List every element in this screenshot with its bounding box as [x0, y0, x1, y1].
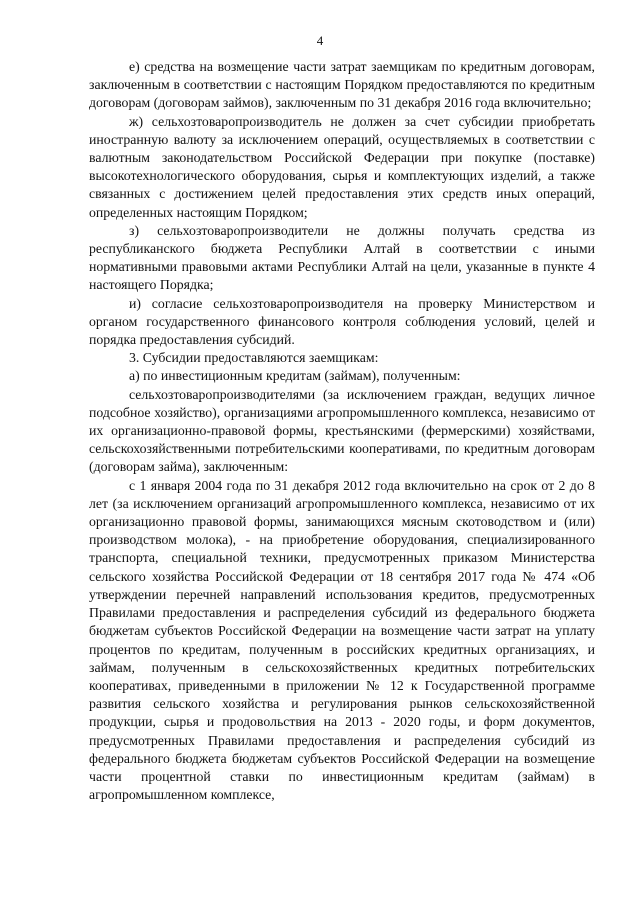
- paragraph-a: а) по инвестиционным кредитам (займам), полученным:: [129, 368, 461, 384]
- page-number: 4: [316, 33, 324, 48]
- paragraph-z: з) сельхозтоваропроизводители не должны получать средства из республиканского бюджета Республики Алтай в соответствии с иными нормативными правовыми актами Республики Алтай на цели, указанные в пункте 4 настоящего Порядка;: [89, 222, 595, 293]
- paragraph-period: с 1 января 2004 года по 31 декабря 2012 года включительно на срок от 2 до 8 лет (за исключением организаций агропромышленного комплекса, независимо от их организационно правовой формы, занимающихся мясным скотоводством и (или) производством молока), - на приобретение оборудования, специализированного транспорта, специальной техники, предусмотренных приказом Министерства сельского хозяйства Российской Федерации от 18 сентября 2017 года № 474 «Об утверждении перечней направлений использования кредитов, предусмотренных Правилами предоставления и распределения субсидий из федерального бюджета бюджетам субъектов Российской Федерации на возмещение части затрат на уплату процентов по кредитам, полученным в российских кредитных организациях, и займам, полученным в сельскохозяйственных кредитных потребительских кооперативах, приведенными в приложении № 12 к Государственной программе развития сельского хозяйства и регулирования рынков сельскохозяйственной продукции, сырья и продовольствия на 2013 - 2020 годы, и форм документов, предусмотренных Правилами предоставления и распределения субсидий из федерального бюджета бюджетам субъектов Российской Федерации на возмещение части процентной ставки по инвестиционным кредитам (займам) в агропромышленном комплексе,: [89, 477, 595, 803]
- paragraph-zh: ж) сельхозтоваропроизводитель не должен за счет субсидии приобретать иностранную валюту за исключением операций, осуществляемых в соответствии с валютным законодательством Российской Федерации при покупке (поставке) высокотехнологического оборудования, сырья и комплектующих изделий, а также связанных с достижением целей предоставления этих средств иных операций, определенных настоящим Порядком;: [89, 113, 595, 220]
- document-body: [89, 58, 595, 804]
- section-3-heading: 3. Субсидии предоставляются заемщикам:: [129, 350, 379, 366]
- paragraph-e: е) средства на возмещение части затрат заемщикам по кредитным договорам, заключенным в соответствии с настоящим Порядком предоставляются по кредитным договорам (договорам займов), заключенным по 31 декабря 2016 года включительно;: [89, 59, 595, 111]
- paragraph-i: и) согласие сельхозтоваропроизводителя на проверку Министерством и органом государственного финансового контроля соблюдения условий, целей и порядка предоставления субсидий.: [89, 295, 595, 348]
- paragraph-recipients: сельхозтоваропроизводителями (за исключением граждан, ведущих личное подсобное хозяйство), организациями агропромышленного комплекса, независимо от их организационно-правовой формы, крестьянскими (фермерскими) хозяйствами, сельскохозяйственными потребительскими кооперативами, по кредитным договорам (договорам займа), заключенным:: [89, 386, 595, 475]
